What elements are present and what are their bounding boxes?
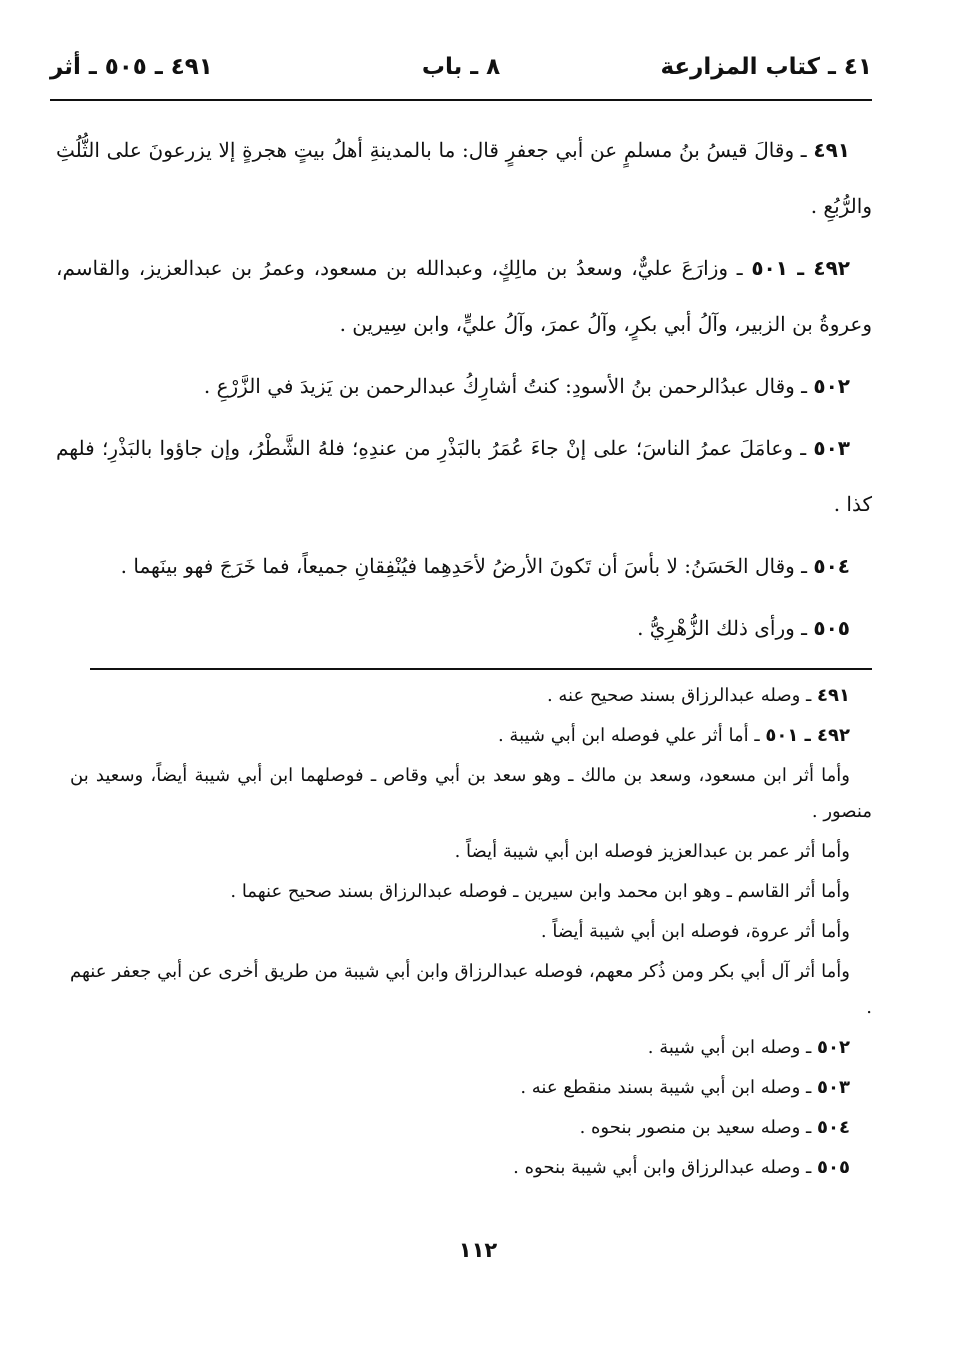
footnote-text: وأما أثر آل أبي بكر ومن ذُكر معهم، فوصله عبدالرزاق وابن أبي شيبة من طريق أخرى عن أبي جعفر عنهم . bbox=[70, 961, 872, 1018]
athar-entry bbox=[56, 358, 872, 414]
athar-text: ـ وقال عبدُالرحمن بنُ الأسودِ: كنتُ أشارِكُ عبدالرحمن بن يَزيدَ في الزَّرْعِ . bbox=[203, 374, 808, 398]
footnote-number: ٥٠٤ bbox=[817, 1117, 850, 1138]
footnote-text: وأما أثر القاسم ـ وهو ابن محمد وابن سيرين ـ فوصله عبدالرزاق بسند صحيح عنهما . bbox=[230, 881, 850, 902]
footnote-text: وأما أثر عمر بن عبدالعزيز فوصله ابن أبي شيبة أيضاً . bbox=[454, 841, 850, 862]
footnote bbox=[70, 874, 872, 910]
page-number: ١١٢ bbox=[458, 1238, 498, 1262]
footnote-text: ـ أما أثر علي فوصله ابن أبي شيبة . bbox=[497, 725, 760, 746]
footnote-text: وأما أثر عروة، فوصله ابن أبي شيبة أيضاً . bbox=[540, 921, 850, 942]
athar-text: ـ وزارَعَ عليٌّ، وسعدُ بن مالِكٍ، وعبدالله بن مسعود، وعمرُ بن عبدالعزيز، والقاسم، وعروةُ بن الزبير، وآلُ أبي بكرٍ، وآلُ عمرَ، وآلُ عليٍّ، وابن سِيرين . bbox=[56, 256, 872, 336]
footnote bbox=[70, 678, 872, 714]
footnote-text: ـ وصله سعيد بن منصور بنحوه . bbox=[579, 1117, 812, 1138]
athar-number: ٥٠٤ bbox=[813, 554, 850, 578]
main-text bbox=[56, 122, 872, 662]
footnote bbox=[70, 1150, 872, 1186]
athar-entry bbox=[56, 420, 872, 532]
footnote-text: ـ وصله ابن أبي شيبة . bbox=[647, 1037, 812, 1058]
footnote-number: ٥٠٢ bbox=[817, 1037, 850, 1058]
footnote-text: ـ وصله ابن أبي شيبة بسند منقطع عنه . bbox=[520, 1077, 812, 1098]
athar-number: ٤٩٢ ـ ٥٠١ bbox=[751, 256, 851, 280]
athar-entry bbox=[56, 538, 872, 594]
footnote bbox=[70, 954, 872, 1026]
running-header bbox=[50, 44, 872, 92]
athar-number: ٥٠٣ bbox=[813, 436, 851, 460]
header-chapter: ٨ ـ باب bbox=[421, 54, 501, 80]
footnote-number: ٤٩١ bbox=[817, 685, 850, 706]
athar-entry bbox=[56, 122, 872, 234]
footnote bbox=[70, 1070, 872, 1106]
footnote-number: ٥٠٥ bbox=[817, 1157, 850, 1178]
footnote bbox=[70, 834, 872, 870]
athar-number: ٥٠٥ bbox=[813, 616, 850, 640]
footnote-number: ٥٠٣ bbox=[817, 1077, 850, 1098]
footnote bbox=[70, 1030, 872, 1066]
athar-number: ٤٩١ bbox=[813, 138, 850, 162]
footnote-text: ـ وصله عبدالرزاق وابن أبي شيبة بنحوه . bbox=[513, 1157, 812, 1178]
athar-text: ـ وعامَلَ عمرُ الناسَ؛ على إنْ جاءَ عُمَرُ بالبَذْرِ من عندِهِ؛ فلهُ الشَّطْرُ، وإن جاؤوا بالبَذْرِ؛ فلهم كذا . bbox=[56, 436, 872, 516]
footnote bbox=[70, 1110, 872, 1146]
athar-text: ـ ورأى ذلك الزُّهْرِيُّ . bbox=[637, 616, 808, 640]
athar-text: ـ وقالَ قيسُ بنُ مسلمٍ عن أبي جعفرٍ قال: ما بالمدينةِ أهلُ بيتٍ هجرةٍ إلا يزرعونَ على الثُّلُثِ والرُّبُعِ . bbox=[56, 138, 872, 218]
footnote bbox=[70, 758, 872, 830]
footnote bbox=[70, 718, 872, 754]
footnote bbox=[70, 914, 872, 950]
athar-number: ٥٠٢ bbox=[813, 374, 850, 398]
header-divider bbox=[50, 99, 872, 101]
athar-entry bbox=[56, 240, 872, 352]
footnote-text: وأما أثر ابن مسعود، وسعد بن مالك ـ وهو سعد بن أبي وقاص ـ فوصلهما ابن أبي شيبة أيضاً، وسعيد بن منصور . bbox=[70, 765, 872, 822]
footnotes bbox=[70, 678, 872, 1190]
footnote-text: ـ وصله عبدالرزاق بسند صحيح عنه . bbox=[546, 685, 812, 706]
header-athar-range: ٤٩١ ـ ٥٠٥ ـ أثر bbox=[50, 54, 213, 80]
footnote-divider bbox=[90, 668, 872, 670]
header-book-title: ٤١ ـ كتاب المزارعة bbox=[660, 54, 872, 80]
footnote-number: ٤٩٢ ـ ٥٠١ bbox=[765, 725, 850, 746]
athar-entry bbox=[56, 600, 872, 656]
athar-text: ـ وقال الحَسَنُ: لا بأسَ أن تَكونَ الأرضُ لأحَدِهِما فيُنْفِقانِ جميعاً، فما خَرَجَ فهو بينَهما . bbox=[120, 554, 808, 578]
